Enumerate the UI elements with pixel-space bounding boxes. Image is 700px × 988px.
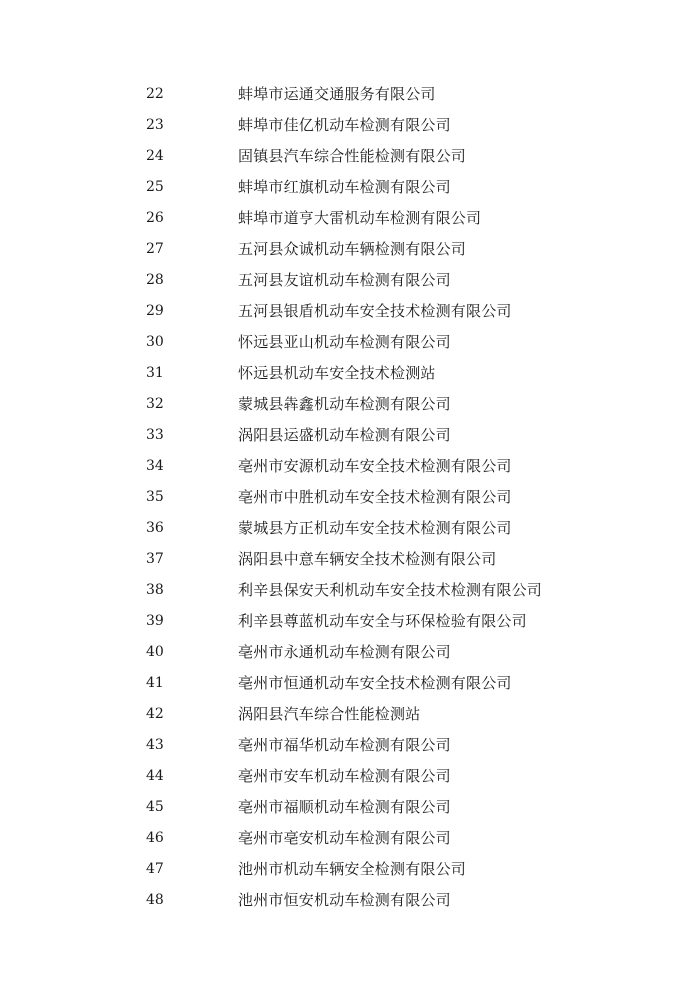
row-number: 29	[146, 303, 164, 319]
list-item	[0, 544, 700, 575]
list-item	[0, 637, 700, 668]
row-number: 23	[146, 117, 164, 133]
company-name: 蚌埠市红旗机动车检测有限公司	[238, 178, 451, 196]
list-item	[0, 420, 700, 451]
company-name: 亳州市安源机动车安全技术检测有限公司	[238, 457, 512, 475]
list-item	[0, 265, 700, 296]
list-item	[0, 854, 700, 885]
company-name: 涡阳县汽车综合性能检测站	[238, 705, 421, 723]
company-name: 亳州市安车机动车检测有限公司	[238, 767, 451, 785]
list-item	[0, 451, 700, 482]
list-item	[0, 699, 700, 730]
company-name: 怀远县机动车安全技术检测站	[238, 364, 436, 382]
company-name: 五河县银盾机动车安全技术检测有限公司	[238, 302, 512, 320]
company-name: 池州市机动车辆安全检测有限公司	[238, 860, 467, 878]
row-number: 32	[146, 396, 164, 412]
company-name: 亳州市福华机动车检测有限公司	[238, 736, 451, 754]
company-name: 蒙城县犇鑫机动车检测有限公司	[238, 395, 451, 413]
company-name: 怀远县亚山机动车检测有限公司	[238, 333, 451, 351]
company-name: 利辛县保安天利机动车安全技术检测有限公司	[238, 581, 543, 599]
company-name: 亳州市中胜机动车安全技术检测有限公司	[238, 488, 512, 506]
row-number: 26	[146, 210, 164, 226]
row-number: 38	[146, 582, 164, 598]
row-number: 44	[146, 768, 164, 784]
list-item	[0, 575, 700, 606]
row-number: 40	[146, 644, 164, 660]
row-number: 24	[146, 148, 164, 164]
row-number: 25	[146, 179, 164, 195]
list-item	[0, 203, 700, 234]
row-number: 39	[146, 613, 164, 629]
list-item	[0, 513, 700, 544]
list-item	[0, 730, 700, 761]
list-item	[0, 358, 700, 389]
company-name: 蚌埠市道亨大雷机动车检测有限公司	[238, 209, 482, 227]
row-number: 45	[146, 799, 164, 815]
list-item	[0, 327, 700, 358]
row-number: 33	[146, 427, 164, 443]
list-item	[0, 172, 700, 203]
list-item	[0, 389, 700, 420]
company-name: 蚌埠市佳亿机动车检测有限公司	[238, 116, 451, 134]
company-name: 固镇县汽车综合性能检测有限公司	[238, 147, 467, 165]
list-item	[0, 792, 700, 823]
row-number: 34	[146, 458, 164, 474]
row-number: 36	[146, 520, 164, 536]
list-item	[0, 79, 700, 110]
company-name: 涡阳县运盛机动车检测有限公司	[238, 426, 451, 444]
company-name: 亳州市永通机动车检测有限公司	[238, 643, 451, 661]
company-name: 涡阳县中意车辆安全技术检测有限公司	[238, 550, 497, 568]
row-number: 28	[146, 272, 164, 288]
company-name: 亳州市恒通机动车安全技术检测有限公司	[238, 674, 512, 692]
list-item	[0, 482, 700, 513]
row-number: 31	[146, 365, 164, 381]
row-number: 46	[146, 830, 164, 846]
list-item	[0, 885, 700, 916]
row-number: 48	[146, 892, 164, 908]
list-item	[0, 668, 700, 699]
company-name: 亳州市亳安机动车检测有限公司	[238, 829, 451, 847]
company-name: 蒙城县方正机动车安全技术检测有限公司	[238, 519, 512, 537]
list-item	[0, 110, 700, 141]
company-name: 五河县友谊机动车检测有限公司	[238, 271, 451, 289]
list-item	[0, 823, 700, 854]
company-name: 蚌埠市运通交通服务有限公司	[238, 85, 436, 103]
company-name: 池州市恒安机动车检测有限公司	[238, 891, 451, 909]
list-item	[0, 761, 700, 792]
list-item	[0, 141, 700, 172]
row-number: 43	[146, 737, 164, 753]
row-number: 22	[146, 86, 164, 102]
row-number: 30	[146, 334, 164, 350]
company-list	[0, 79, 700, 916]
row-number: 27	[146, 241, 164, 257]
company-name: 五河县众诚机动车辆检测有限公司	[238, 240, 467, 258]
list-item	[0, 296, 700, 327]
row-number: 37	[146, 551, 164, 567]
company-name: 利辛县尊蓝机动车安全与环保检验有限公司	[238, 612, 527, 630]
company-name: 亳州市福顺机动车检测有限公司	[238, 798, 451, 816]
row-number: 47	[146, 861, 164, 877]
row-number: 42	[146, 706, 164, 722]
row-number: 41	[146, 675, 164, 691]
list-item	[0, 606, 700, 637]
row-number: 35	[146, 489, 164, 505]
list-item	[0, 234, 700, 265]
